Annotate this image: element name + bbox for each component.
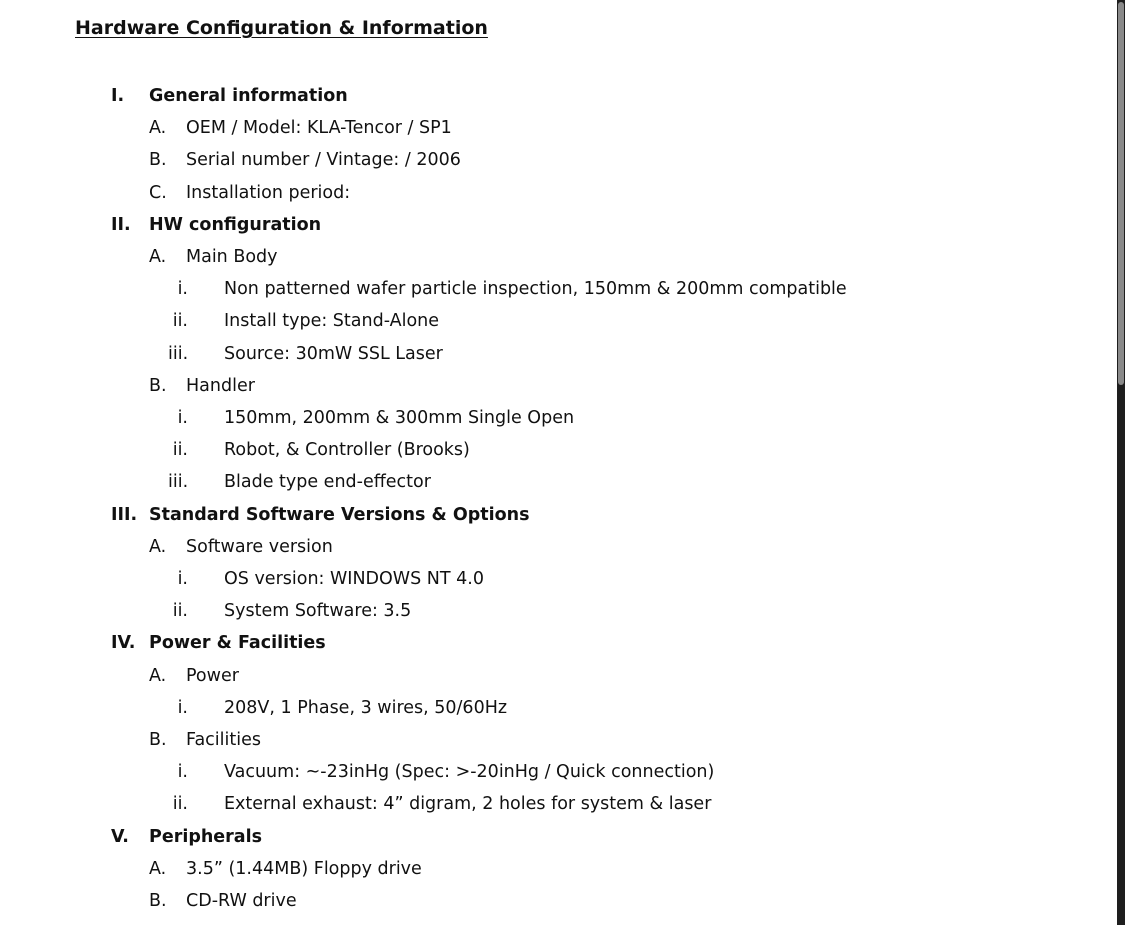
outline-marker: ii. [172, 794, 188, 814]
document-title: Hardware Configuration & Information [75, 17, 488, 39]
outline-text: Peripherals [149, 827, 263, 847]
outline-text: General information [149, 86, 348, 106]
outline-marker: i. [177, 569, 188, 589]
outline-text: Standard Software Versions & Options [149, 505, 530, 525]
outline-text: 3.5” (1.44MB) Floppy drive [186, 859, 422, 879]
outline-text: Installation period: [186, 183, 351, 203]
outline-marker: B. [149, 376, 167, 396]
outline-text: Robot, & Controller (Brooks) [224, 440, 470, 460]
outline-text: 208V, 1 Phase, 3 wires, 50/60Hz [224, 698, 508, 718]
outline-text: HW configuration [149, 215, 322, 235]
outline-text: Handler [186, 376, 255, 396]
outline-marker: B. [149, 730, 167, 750]
outline-marker: iii. [168, 472, 189, 492]
outline-marker: i. [177, 279, 188, 299]
outline-marker: V. [111, 827, 129, 847]
outline-marker: A. [149, 859, 167, 879]
outline-marker: B. [149, 891, 167, 911]
outline-marker: II. [111, 215, 131, 235]
outline-marker: C. [149, 183, 167, 203]
outline-text: OS version: WINDOWS NT 4.0 [224, 569, 484, 589]
outline-marker: A. [149, 118, 167, 138]
outline-marker: I. [111, 86, 125, 106]
outline-marker: ii. [172, 311, 188, 331]
outline-marker: i. [177, 698, 188, 718]
outline-marker: B. [149, 150, 167, 170]
outline-text: Serial number / Vintage: / 2006 [186, 150, 461, 170]
outline-text: Source: 30mW SSL Laser [224, 344, 443, 364]
outline-text: Install type: Stand-Alone [224, 311, 440, 331]
outline-text: Blade type end-effector [224, 472, 431, 492]
outline-text: Vacuum: ~-23inHg (Spec: >-20inHg / Quick connection) [224, 762, 715, 782]
outline-text: Facilities [186, 730, 261, 750]
outline-marker: ii. [172, 601, 188, 621]
outline-marker: A. [149, 247, 167, 267]
outline-text: Main Body [186, 247, 278, 267]
outline-text: Power & Facilities [149, 633, 326, 653]
scrollbar-thumb[interactable] [1118, 2, 1124, 385]
outline-marker: III. [111, 505, 138, 525]
outline-text: Power [186, 666, 239, 686]
outline-marker: ii. [172, 440, 188, 460]
outline-text: OEM / Model: KLA-Tencor / SP1 [186, 118, 452, 138]
outline-marker: IV. [111, 633, 136, 653]
outline-text: System Software: 3.5 [224, 601, 412, 621]
outline-text: 150mm, 200mm & 300mm Single Open [224, 408, 575, 428]
outline-marker: i. [177, 762, 188, 782]
outline-text: Non patterned wafer particle inspection, 150mm & 200mm compatible [224, 279, 847, 299]
outline-text: Software version [186, 537, 333, 557]
outline-text: External exhaust: 4” digram, 2 holes for system & laser [224, 794, 712, 814]
outline-marker: A. [149, 537, 167, 557]
outline-text: CD-RW drive [186, 891, 297, 911]
outline-marker: i. [177, 408, 188, 428]
outline-marker: A. [149, 666, 167, 686]
vertical-scrollbar[interactable] [1117, 0, 1125, 925]
outline-marker: iii. [168, 344, 189, 364]
